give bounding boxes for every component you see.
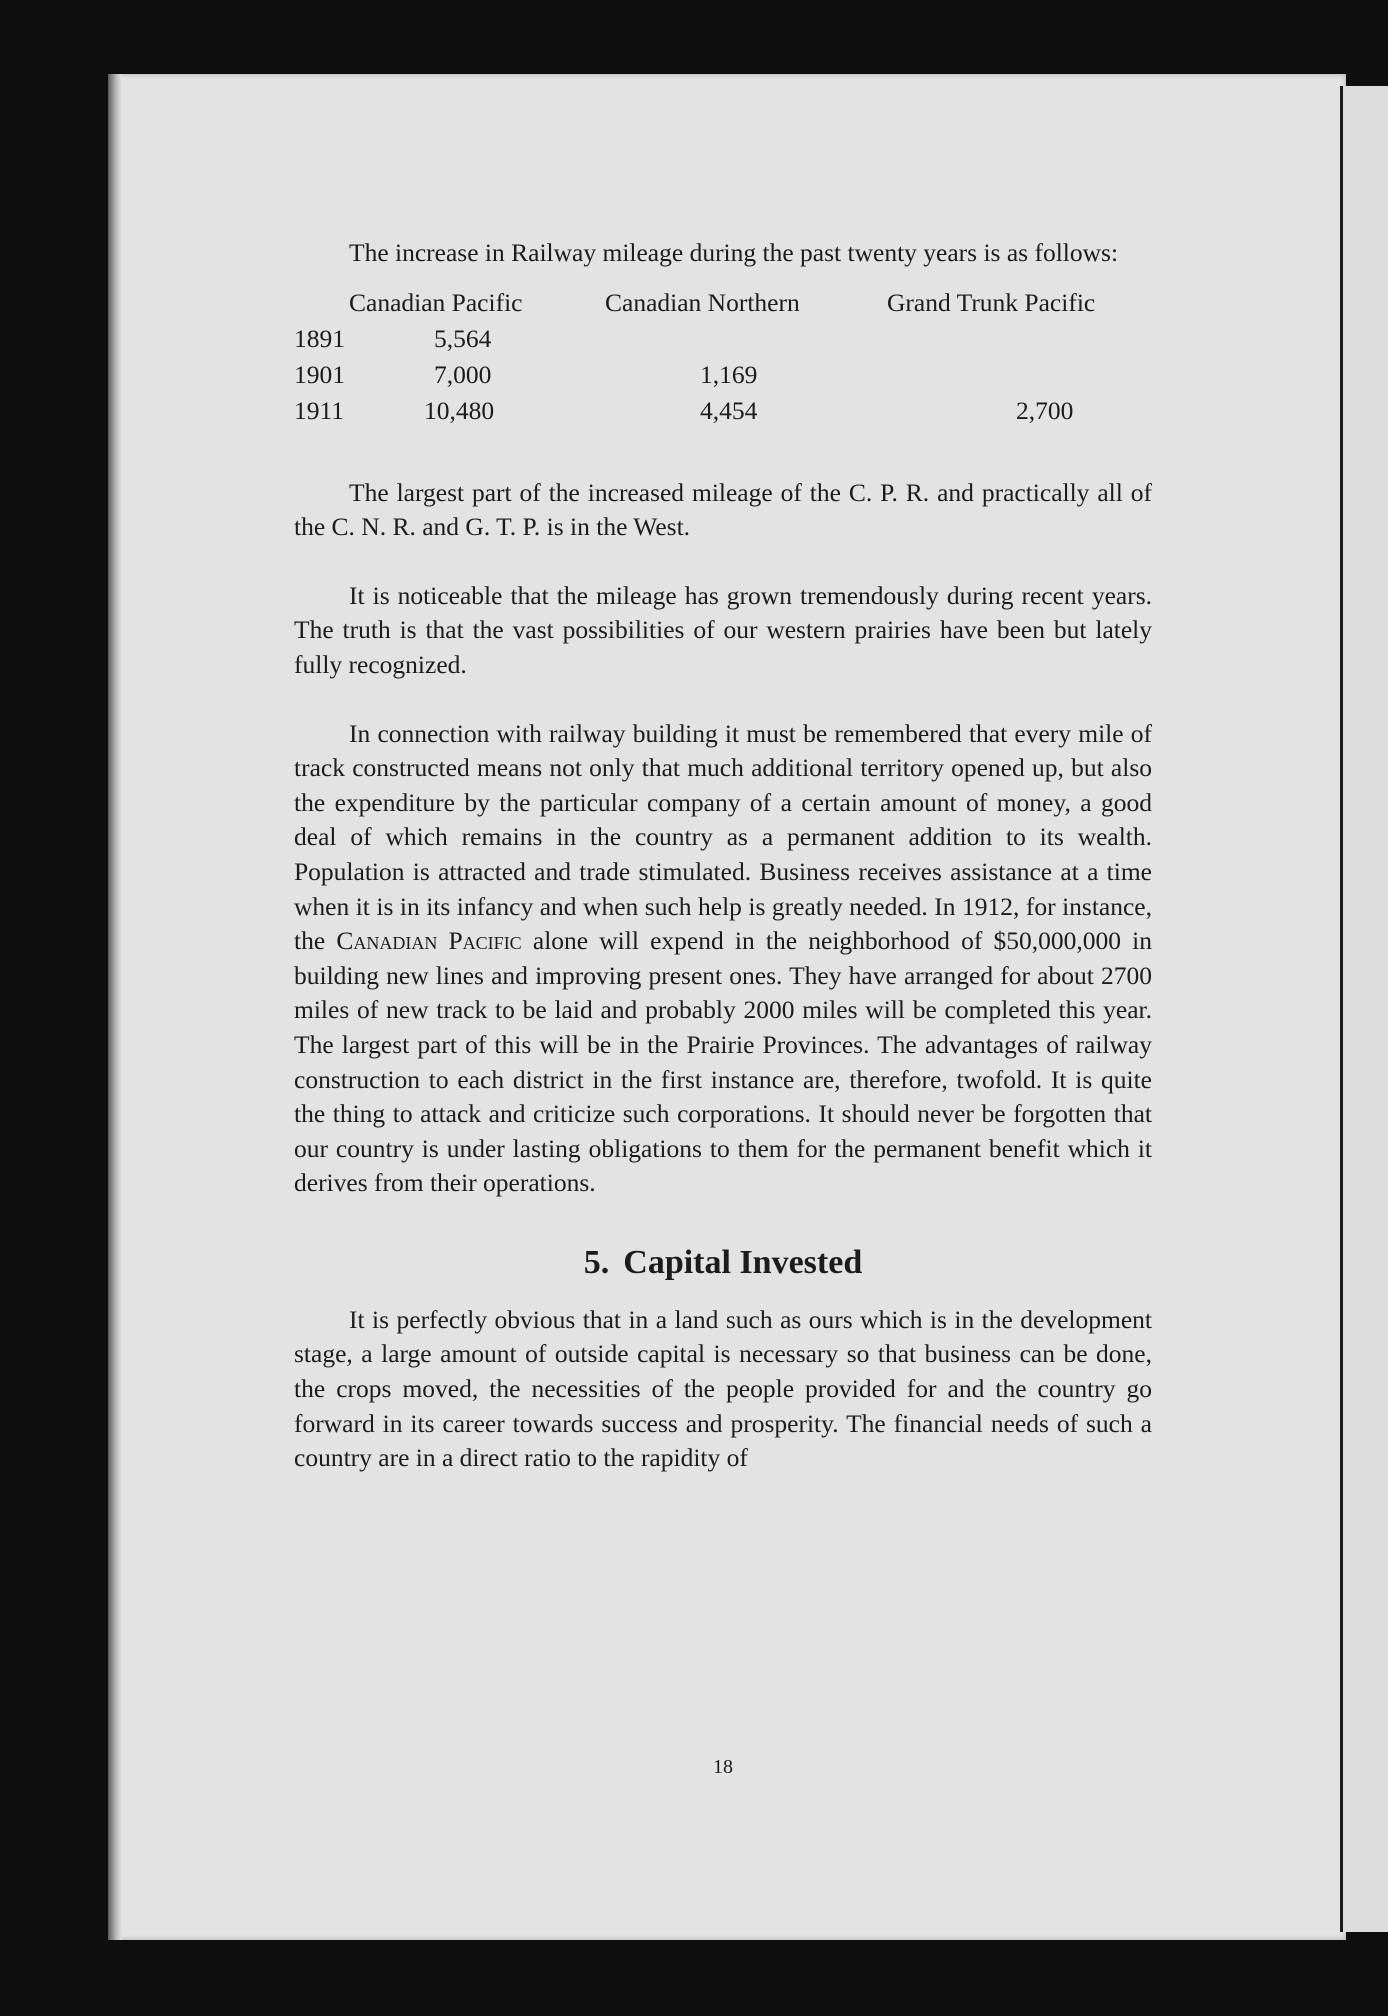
capital-paragraph: It is perfectly obvious that in a land such as ours which is in the development stage, a large amount of outside capital is necessary so that business can be done, the crops moved, the necessities of the people provided for and the country go forward in its career towards success and prosperity. The financial needs of such a country are in a direct ratio to the rapidity of [294, 1304, 1152, 1473]
header-canadian-pacific: Canadian Pacific [349, 287, 523, 317]
section-number: 5. [583, 1243, 610, 1281]
page-content [294, 236, 1152, 1778]
largest-part-paragraph: The largest part of the increased mileage of the C. P. R. and practically all of the C. N. R. and G. T. P. is in the West. [294, 477, 1152, 542]
header-grand-trunk-pacific: Grand Trunk Pacific [887, 287, 1096, 317]
connection-text-before: In connection with railway building it must be remembered that every mile of track constructed means not only that much additional territory opened up, but also the expenditure by the particular company of a certain amount of money, a good deal of which remains in the country as a permanent addition to its wealth. Population is attracted and trade stimulated. Business receives assistance at a time when it is in its infancy and when such help is greatly needed. In 1912, for instance, the [294, 718, 1152, 956]
row-year: 1891 [294, 323, 345, 353]
row-cn-value: 1,169 [700, 359, 758, 389]
connection-text-after: alone will expend in the neighborhood of $50,000,000 in building new lines and improving present ones. They have arranged for about 2700 miles of new track to be laid and probably 2000 miles will be completed this year. The largest part of this will be in the Prairie Provinces. The advantages of railway construction to each district in the first instance are, therefore, twofold. It is quite the thing to attack and criticize such corporations. It should never be forgotten that our country is under lasting obligations to them for the permanent benefit which it derives from their operations. [294, 926, 1152, 1198]
row-cn-value: 4,454 [700, 395, 758, 425]
connection-paragraph [294, 717, 1152, 1201]
row-cp-value: 10,480 [424, 395, 495, 425]
facing-page-edge [1340, 86, 1388, 1932]
row-year: 1911 [294, 395, 345, 425]
header-canadian-northern: Canadian Northern [605, 287, 800, 317]
row-cp-value: 5,564 [434, 323, 492, 353]
row-cp-value: 7,000 [434, 359, 492, 389]
row-gtp-value: 2,700 [1016, 395, 1074, 425]
row-year: 1901 [294, 359, 345, 389]
intro-paragraph: The increase in Railway mileage during the past twenty years is as follows: [349, 238, 1119, 267]
noticeable-paragraph: It is noticeable that the mileage has grown tremendously during recent years. The truth is that the vast possibilities of our western prairies have been but lately fully recognized. [294, 580, 1152, 679]
company-name: Canadian Pacific [336, 926, 522, 956]
section-title: Capital Invested [623, 1243, 863, 1281]
mileage-table [294, 286, 1152, 452]
section-heading [294, 1241, 1152, 1285]
book-spine-shadow [108, 74, 122, 1940]
page-number: 18 [713, 1756, 733, 1778]
